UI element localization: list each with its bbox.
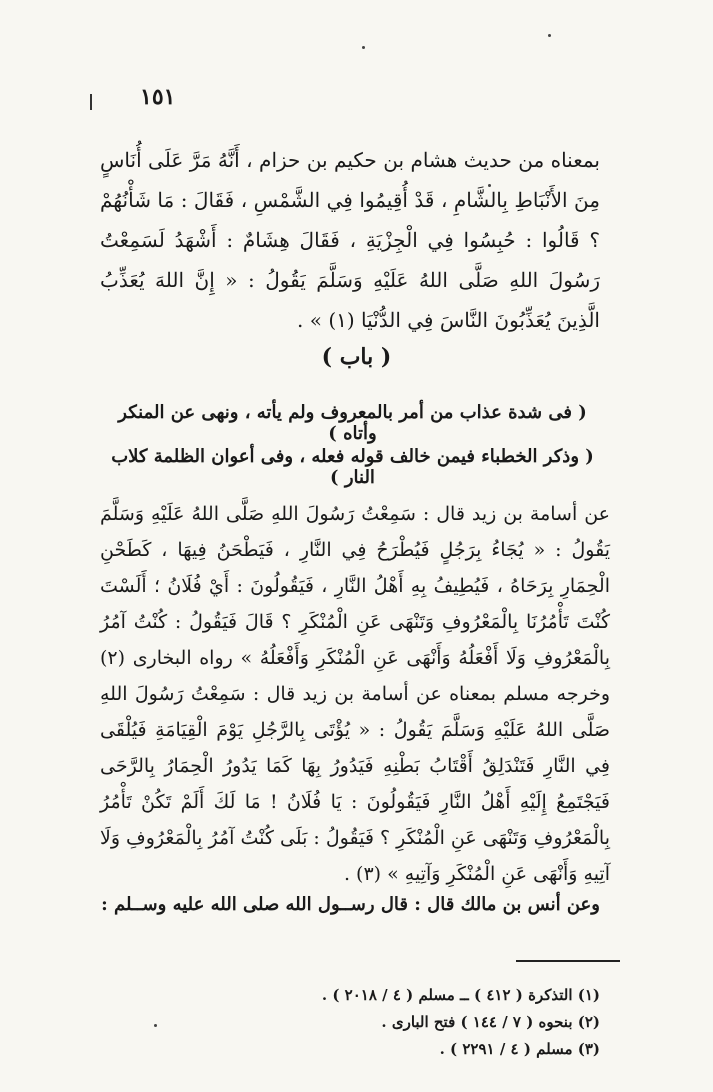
footnote-3: (٣) مسلم ( ٤ / ٢٢٩١ ) .	[439, 1040, 600, 1058]
footnotes	[150, 982, 600, 1063]
scan-speck	[548, 34, 551, 37]
scan-speck	[488, 184, 491, 187]
page-number: ١٥١	[140, 84, 176, 110]
footnote-2: (٢) بنحوه ( ٧ / ١٤٤ ) فتح البارى .	[381, 1013, 600, 1031]
scan-speck	[362, 46, 365, 49]
margin-mark	[90, 94, 92, 110]
footnote-1: (١) التذكرة ( ٤١٢ ) ــ مسلم ( ٤ / ٢٠١٨ ) .	[321, 986, 600, 1004]
hadith-paragraph: عن أسامة بن زيد قال : سَمِعْتُ رَسُولَ اللهِ صَلَّى اللهُ عَلَيْهِ وَسَلَّمَ يَقُولُ : « يُجَاءُ بِرَجُلٍ فَيُطْرَحُ فِي النَّارِ ، فَيَطْحَنُ فِيهَا ، كَطَحْنِ الْحِمَارِ بِرَحَاهُ ، فَيُطِيفُ بِهِ أَهْلُ النَّارِ ، فَيَقُولُونَ : أَيْ فُلَانُ ؛ أَلَسْتَ كُنْتَ تَأْمُرُنَا بِالْمَعْرُوفِ وَتَنْهَى عَنِ الْمُنْكَرِ ؟ قَالَ فَيَقُولُ : كُنْتُ آمُرُ بِالْمَعْرُوفِ وَلَا أَفْعَلُهُ وَأَنْهَى عَنِ الْمُنْكَرِ وَأَفْعَلُهُ » رواه البخارى (٢) وخرجه مسلم بمعناه عن أسامة بن زيد قال : سَمِعْتُ رَسُولَ اللهِ صَلَّى اللهُ عَلَيْهِ وَسَلَّمَ يَقُولُ : « يُؤْتَى بِالرَّجُلِ يَوْمَ الْقِيَامَةِ فَيُلْقَى فِي النَّارِ فَتَنْدَلِقُ أَقْتَابُ بَطْنِهِ فَيَدُورُ بِهَا كَمَا يَدُورُ الْحِمَارُ بِالرَّحَى فَيَجْتَمِعُ إِلَيْهِ أَهْلُ النَّارِ فَيَقُولُونَ : يَا فُلَانُ ! مَا لَكَ أَلَمْ تَكُنْ تَأْمُرُ بِالْمَعْرُوفِ وَتَنْهَى عَنِ الْمُنْكَرِ ؟ فَيَقُولُ : بَلَى كُنْتُ آمُرُ بِالْمَعْرُوفِ وَلَا آتِيهِ وَأَنْهَى عَنِ الْمُنْكَرِ وَآتِيهِ » (٣) .	[100, 503, 610, 885]
chapter-subtitle-2: ( وذكر الخطباء فيمن خالف قوله فعله ، وفى أعوان الظلمة كلاب النار )	[111, 446, 594, 488]
footnote-divider	[516, 960, 620, 962]
scan-speck	[154, 1024, 157, 1027]
chapter-subtitle-1: ( فى شدة عذاب من أمر بالمعروف ولم يأته ، ونهى عن المنكر وأتاه )	[118, 402, 587, 444]
intro-paragraph: بمعناه من حديث هشام بن حكيم بن حزام ، أَنَّهُ مَرَّ عَلَى أُنَاسٍ مِنَ الأَنْبَاطِ بِالشَّامِ ، قَدْ أُقِيمُوا فِي الشَّمْسِ ، فَقَالَ : مَا شَأْنُهُمْ ؟ قَالُوا : حُبِسُوا فِي الْجِزْيَةِ ، فَقَالَ هِشَامٌ : أَشْهَدُ لَسَمِعْتُ رَسُولَ اللهِ صَلَّى اللهُ عَلَيْهِ وَسَلَّمَ يَقُولُ : « إِنَّ اللهَ يُعَذِّبُ الَّذِينَ يُعَذِّبُونَ النَّاسَ فِي الدُّنْيَا (١) » .	[100, 148, 600, 332]
next-paragraph: وعن أنس بن مالك قال : قال رســول الله صلى الله عليه وســلم :	[101, 894, 600, 915]
chapter-heading: ( باب )	[321, 344, 392, 370]
